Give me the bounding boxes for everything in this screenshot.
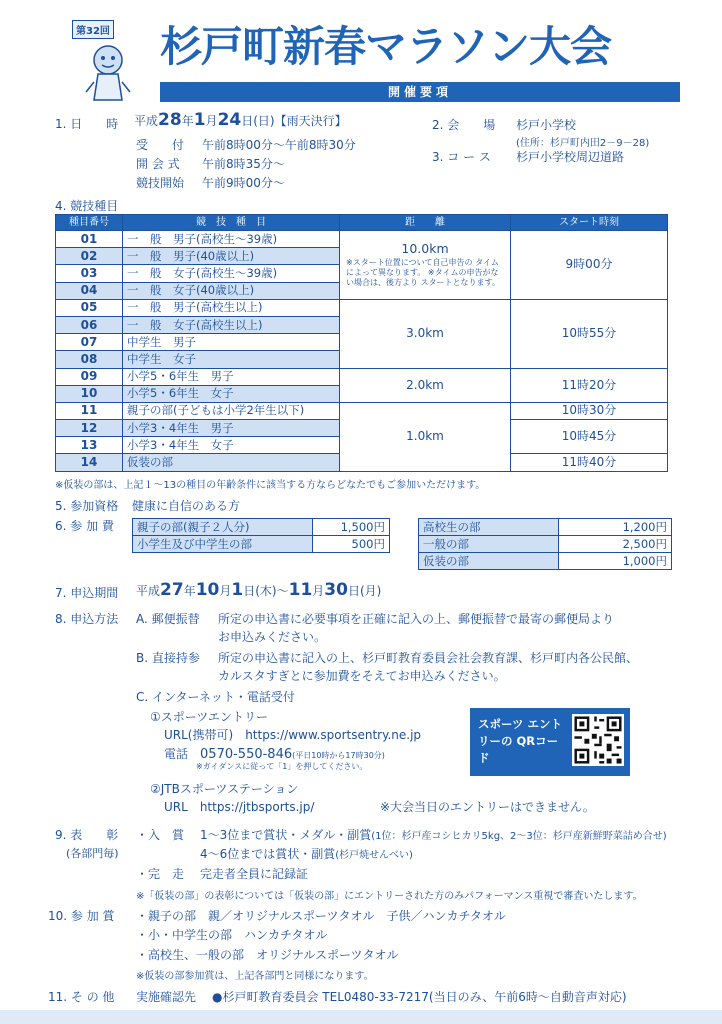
s11-key: 実施確認先 [136,990,197,1004]
fee-amount: 2,500円 [559,536,672,553]
event-number: 12 [56,420,123,437]
table-row [133,519,390,536]
sportsentry-link[interactable]: https://www.sportsentry.ne.jp [245,728,422,742]
event-name: 小学3・4年生 女子 [123,437,340,454]
s6-label: 6. 参 加 費 [55,519,114,533]
event-name: 中学生 女子 [123,351,340,368]
event-number: 01 [56,231,123,248]
s11-value: ●杉戸町教育委員会 TEL0480-33-7217(当日のみ、午前6時～自動音声対応) [212,990,627,1004]
s4-label: 4. 競技種目 [55,199,119,213]
s1-row-reception: 受 付 午前8時00分～午前8時30分 [136,138,356,152]
fee-amount: 500円 [312,536,389,553]
s10-r1: ・親子の部 親／オリジナルスポーツタオル 子供／ハンカチタオル [136,909,506,923]
s9-r1: 1～3位まで賞状・メダル・副賞(1位：杉戸産コシヒカリ5kg、2～3位：杉戸産新鮮野菜詰め合せ) [200,828,667,842]
fee-label: 高校生の部 [419,519,559,536]
event-number: 07 [56,334,123,351]
s9-note: ※「仮装の部」の表彰については「仮装の部」にエントリーされた方のみパフォーマンス重視で審査いたします。 [136,891,643,902]
fee-label: 親子の部(親子２人分) [133,519,313,536]
fee-label: 小学生及び中学生の部 [133,536,313,553]
table-row [56,402,668,419]
header-event-name: 競 技 種 目 [123,215,340,231]
distance-1k: 1.0km [340,402,511,471]
s1-label: 1. 日 時 [55,117,119,131]
s9-sublabel: (各部門毎) [66,847,119,860]
s8-c1-tel: 電話 0570-550-846(平日10時から17時30分) [164,747,385,762]
event-number: 11 [56,402,123,419]
start-time-1055: 10時55分 [511,299,668,368]
table-row [133,536,390,553]
s3-value: 杉戸小学校周辺道路 [516,150,625,164]
s8-b-line1: 所定の申込書に記入の上、杉戸町教育委員会社会教育課、杉戸町内各公民館、 [218,651,639,665]
s11-label: 11. そ の 他 [48,990,115,1004]
header-start-time: スタート時刻 [511,215,668,231]
table-row [419,519,672,536]
s5-value: 健康に自信のある方 [132,499,241,513]
s8-c1-guidance: ※ガイダンスに従って「1」を押してください。 [196,762,368,771]
event-name: 一 般 男子(高校生以上) [123,299,340,316]
s9-r1-key: ・入 賞 [136,828,185,842]
s10-label: 10. 参 加 賞 [48,909,115,923]
distance-2k: 2.0km [340,368,511,402]
distance-10k-note: ※スタート位置について自己申告の タイムによって異なります。 ※タイムの申告がない場合は、後方より スタートとなります。 [346,257,500,287]
s9-r2: 4～6位までは賞状・副賞(杉戸焼せんべい) [200,847,413,861]
s10-r3: ・高校生、一般の部 オリジナルスポーツタオル [136,948,399,962]
s10-r2: ・小・中学生の部 ハンカチタオル [136,928,328,942]
s8-c-key: C. インターネット・電話受付 [136,690,295,704]
table-row [419,536,672,553]
s9-r3: 完走者全員に記録証 [200,867,309,881]
event-number: 08 [56,351,123,368]
event-name: 一 般 女子(高校生以上) [123,316,340,333]
fee-amount: 1,200円 [559,519,672,536]
start-time-900: 9時00分 [511,231,668,300]
event-name: 仮装の部 [123,454,340,471]
s8-c2-note: ※大会当日のエントリーはできません。 [380,800,595,814]
event-number: 02 [56,248,123,265]
fee-label: 一般の部 [419,536,559,553]
footer-band [0,1010,722,1024]
qr-code-icon[interactable] [572,714,624,766]
event-name: 一 般 男子(高校生～39歳) [123,231,340,248]
start-time-1140: 11時40分 [511,454,668,471]
s7-period: 平成27年10月1日(木)～11月30日(月) [136,580,382,600]
page-subtitle: 開催要項 [160,82,680,102]
event-number: 09 [56,368,123,385]
s8-b-key: B. 直接持参 [136,651,200,665]
s3-label: 3. コ ー ス [432,150,491,164]
jtbsports-link[interactable]: https://jtbsports.jp/ [199,800,315,814]
event-name: 一 般 女子(40歳以上) [123,282,340,299]
s1-date: 平成28年1月24日(日)【雨天決行】 [134,110,347,130]
event-name: 親子の部(子どもは小学2年生以下) [123,402,340,419]
start-time-1045: 10時45分 [511,420,668,454]
s10-note: ※仮装の部参加賞は、上記各部門と同様になります。 [136,971,374,982]
event-number: 10 [56,385,123,402]
page-title: 杉戸町新春マラソン大会 [160,22,612,71]
event-number: 06 [56,316,123,333]
edition-badge: 第32回 [72,20,114,39]
s8-c2-title: ②JTBスポーツステーション [150,782,299,796]
s2-label: 2. 会 場 [432,118,496,132]
table-row [419,553,672,570]
s8-c1-url: URL(携帯可) https://www.sportsentry.ne.jp [164,728,422,742]
s7-label: 7. 申込期間 [55,586,119,600]
s8-a-line2: お申込みください。 [218,630,327,644]
event-name: 一 般 男子(40歳以上) [123,248,340,265]
event-number: 04 [56,282,123,299]
s1-row-ceremony: 開 会 式 午前8時35分～ [136,157,285,171]
event-name: 中学生 男子 [123,334,340,351]
header-event-number: 種目番号 [56,215,123,231]
fee-amount: 1,000円 [559,553,672,570]
fee-table-left [132,518,390,553]
mascot-icon [84,42,132,106]
event-number: 13 [56,437,123,454]
events-table [55,214,668,472]
qr-label: スポーツ エントリーの QRコード [478,717,563,765]
events-header-row [56,215,668,231]
s8-b-line2: カルスタすぎとに参加費をそえてお申込みください。 [218,669,506,683]
distance-10k: 10.0km ※スタート位置について自己申告の タイムによって異なります。 ※タイムの申告がない場合は、後方より スタートとなります。 [340,231,511,300]
table-row [56,231,668,248]
s9-label: 9. 表 彰 [55,828,119,842]
s8-a-line1: 所定の申込書に必要事項を正確に記入の上、郵便振替で最寄の郵便局より [218,612,615,626]
event-number: 05 [56,299,123,316]
event-name: 一 般 女子(高校生～39歳) [123,265,340,282]
event-number: 14 [56,454,123,471]
table-row [56,299,668,316]
s2-value: 杉戸小学校 [516,118,577,132]
s5-label: 5. 参加資格 [55,499,119,513]
event-name: 小学3・4年生 男子 [123,420,340,437]
s4-note: ※仮装の部は、上記１～13の種目の年齢条件に該当する方ならどなたでもご参加いただけます。 [55,480,486,491]
table-row [56,368,668,385]
event-name: 小学5・6年生 男子 [123,368,340,385]
event-name: 小学5・6年生 女子 [123,385,340,402]
distance-3k: 3.0km [340,299,511,368]
fee-label: 仮装の部 [419,553,559,570]
s8-c2-url: URL https://jtbsports.jp/ [164,800,315,814]
s8-label: 8. 申込方法 [55,612,119,626]
start-time-1030: 10時30分 [511,402,668,419]
s2-address: (住所：杉戸町内田2－9－28) [516,138,650,149]
s8-c1-title: ①スポーツエントリー [150,710,269,724]
start-time-1120: 11時20分 [511,368,668,402]
s1-row-start: 競技開始 午前9時00分～ [136,176,285,190]
header-distance: 距 離 [340,215,511,231]
s9-r3-key: ・完 走 [136,867,185,881]
s8-a-key: A. 郵便振替 [136,612,200,626]
fee-table-right [418,518,672,570]
fee-amount: 1,500円 [312,519,389,536]
event-number: 03 [56,265,123,282]
